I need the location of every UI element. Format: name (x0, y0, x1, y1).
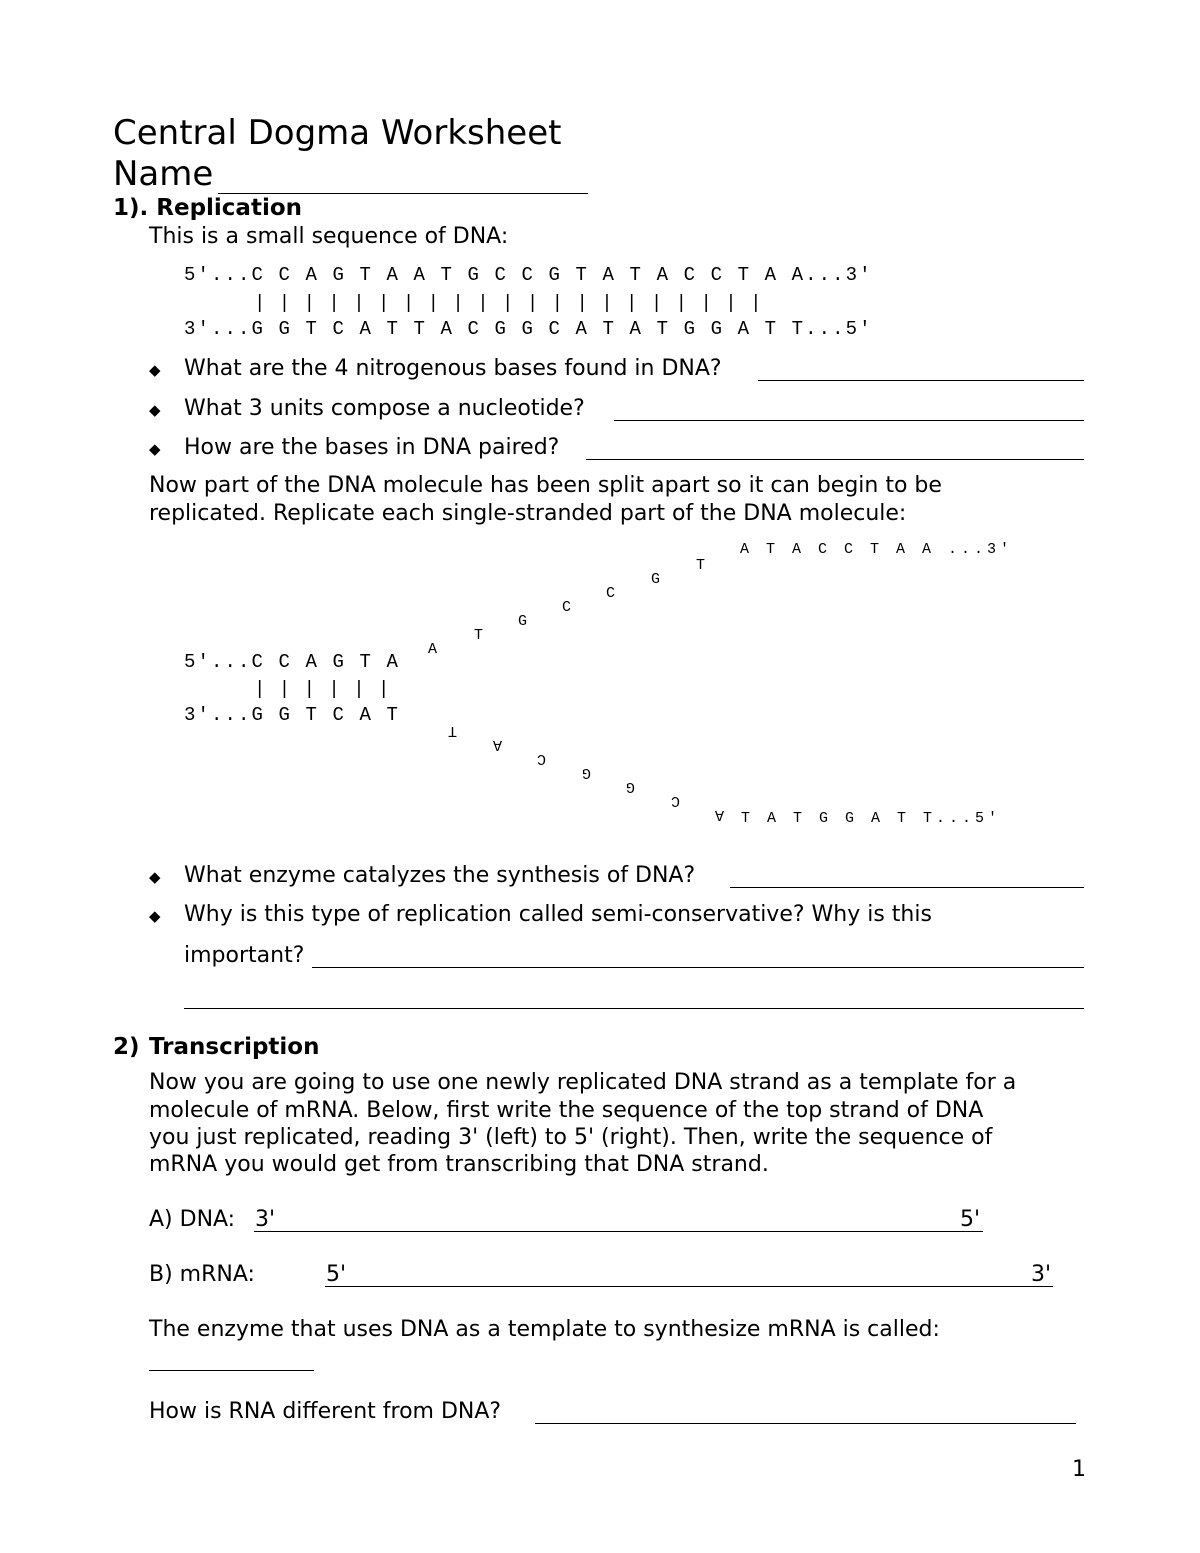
transcription-para-line3: you just replicated, reading 3' (left) to 5' (right). Then, write the sequence of (149, 1125, 993, 1150)
fork-bottom-diag-base: A (493, 736, 503, 753)
fork-top-diag-base: G (651, 571, 661, 588)
answer-line-pairing[interactable] (586, 459, 1084, 460)
fork-bottom-diag-base: C (671, 792, 681, 809)
fork-bottom-diag-base: G (582, 764, 592, 781)
fork-bottom-diag-base: T (448, 722, 458, 739)
question-important: important? (184, 943, 305, 968)
answer-line-important[interactable] (312, 967, 1084, 968)
fork-top-diag-base: C (562, 599, 572, 616)
section-heading-replication: 1). Replication (113, 195, 303, 221)
fork-bottom-diag-base: C (537, 750, 547, 767)
answer-line-rna-vs-dna[interactable] (535, 1423, 1076, 1424)
bullet-icon: ◆ (149, 401, 161, 419)
dna-answer-label: A) DNA: (149, 1207, 236, 1232)
page-title: Central Dogma Worksheet (113, 113, 562, 153)
fork-top-diag-base: T (696, 557, 706, 574)
fork-top-right-strand: A T A C C T A A ...3' (740, 541, 1014, 558)
bullet-icon: ◆ (149, 868, 161, 886)
question-pairing: How are the bases in DNA paired? (184, 435, 560, 460)
fork-bottom-diag-base: A (715, 806, 725, 823)
fork-bottom-left-strand: 3'...G G T C A T (184, 704, 401, 726)
fork-bottom-right-strand: T A T G G A T T...5' (741, 810, 1002, 827)
transcription-para-line1: Now you are going to use one newly replicated DNA strand as a template for a (149, 1070, 1017, 1095)
question-enzyme-dna: What enzyme catalyzes the synthesis of DNA? (184, 863, 696, 888)
answer-line-nucleotide[interactable] (614, 420, 1084, 421)
dna-top-strand: 5'...C C A G T A A T G C C G T A T A C C T A A...3' (184, 264, 873, 286)
question-transcription-enzyme: The enzyme that uses DNA as a template to synthesize mRNA is called: (149, 1317, 940, 1342)
fork-top-diag-base: C (606, 585, 616, 602)
question-rna-vs-dna: How is RNA different from DNA? (149, 1399, 502, 1424)
fork-bottom-diag-base: G (626, 778, 636, 795)
bullet-icon: ◆ (149, 361, 161, 379)
section-number-transcription: 2) (113, 1034, 140, 1060)
question-bases: What are the 4 nitrogenous bases found in DNA? (184, 356, 722, 381)
mrna-answer-label: B) mRNA: (149, 1262, 255, 1287)
page-number: 1 (1072, 1457, 1086, 1482)
dna-answer-line[interactable] (254, 1231, 983, 1232)
question-semi-conservative: Why is this type of replication called semi-conservative? Why is this (184, 902, 932, 927)
fork-top-diag-base: T (474, 627, 484, 644)
fork-top-diag-base: G (518, 613, 528, 630)
answer-line-enzyme-dna[interactable] (730, 887, 1084, 888)
fork-top-diag-base: A (428, 641, 438, 658)
dna-answer-start: 3' (255, 1207, 276, 1232)
answer-line-bases[interactable] (758, 380, 1084, 381)
name-answer-line[interactable] (218, 193, 588, 194)
question-nucleotide: What 3 units compose a nucleotide? (184, 396, 585, 421)
mrna-answer-end: 3' (1031, 1262, 1052, 1287)
transcription-para-line2: molecule of mRNA. Below, first write the sequence of the top strand of DNA (149, 1098, 984, 1123)
split-paragraph-line2: replicated. Replicate each single-stranded part of the DNA molecule: (149, 501, 907, 526)
bullet-icon: ◆ (149, 907, 161, 925)
bullet-icon: ◆ (149, 440, 161, 458)
dna-base-pairs: | | | | | | | | | | | | | | | | | | | | | (254, 292, 763, 314)
dna-intro: This is a small sequence of DNA: (149, 224, 509, 249)
transcription-para-line4: mRNA you would get from transcribing that DNA strand. (149, 1152, 769, 1177)
mrna-answer-line[interactable] (325, 1286, 1053, 1287)
dna-answer-end: 5' (960, 1207, 981, 1232)
section-heading-transcription: Transcription (149, 1034, 320, 1060)
split-paragraph-line1: Now part of the DNA molecule has been split apart so it can begin to be (149, 473, 942, 498)
dna-bottom-strand: 3'...G G T C A T T A C G G C A T A T G G A T T...5' (184, 318, 873, 340)
mrna-answer-start: 5' (326, 1262, 347, 1287)
answer-line-important-2[interactable] (184, 1008, 1084, 1009)
fork-top-left-strand: 5'...C C A G T A (184, 651, 401, 673)
fork-base-pairs: | | | | | | (254, 678, 391, 700)
answer-line-transcription-enzyme[interactable] (149, 1370, 314, 1371)
name-label: Name (113, 154, 214, 194)
